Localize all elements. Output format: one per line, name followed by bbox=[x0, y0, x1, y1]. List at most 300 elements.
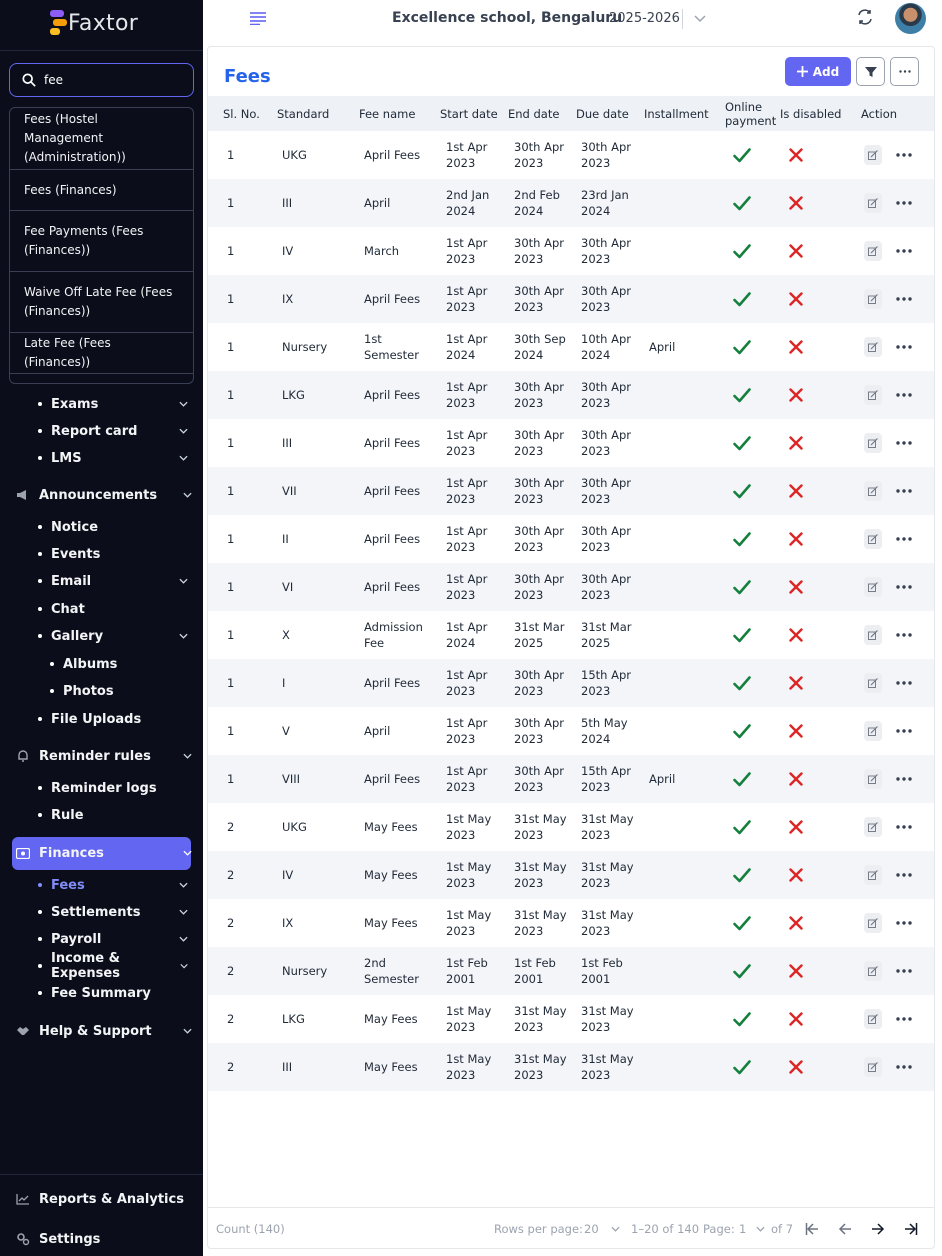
more-actions-icon[interactable] bbox=[896, 515, 912, 563]
cell-fee-name: May Fees bbox=[364, 868, 418, 882]
more-actions-icon[interactable] bbox=[896, 947, 912, 995]
cell-start-date: 1st Feb 2001 bbox=[446, 956, 488, 986]
search-result-item[interactable]: Waive Off Late Fee (Fees (Finances)) bbox=[10, 272, 193, 333]
cell-end-date: 30th Apr 2023 bbox=[514, 524, 564, 554]
cell-fee-name: April bbox=[364, 196, 391, 210]
chevron-down-icon bbox=[179, 401, 188, 407]
chevron-down-icon bbox=[179, 578, 188, 584]
cell-fee-name: April Fees bbox=[364, 436, 421, 450]
more-actions-icon[interactable] bbox=[896, 563, 912, 611]
cell-start-date: 1st May 2023 bbox=[446, 1004, 492, 1034]
edit-icon[interactable] bbox=[864, 433, 882, 453]
cell-sl-no: 2 bbox=[227, 820, 235, 834]
nav-settlements[interactable] bbox=[38, 904, 188, 920]
cell-standard: VIII bbox=[282, 772, 301, 786]
cell-installment bbox=[649, 227, 719, 275]
rows-per-page-select[interactable]: 20 bbox=[584, 1222, 599, 1236]
cell-start-date: 1st May 2023 bbox=[446, 860, 492, 890]
disabled-cross-icon bbox=[789, 611, 803, 659]
cell-start-date: 1st Apr 2023 bbox=[446, 476, 488, 506]
edit-icon[interactable] bbox=[864, 337, 882, 357]
table-row[interactable] bbox=[208, 515, 934, 563]
cell-standard: LKG bbox=[282, 1012, 305, 1026]
cell-start-date: 1st Apr 2023 bbox=[446, 380, 488, 410]
cell-fee-name: April Fees bbox=[364, 292, 421, 306]
nav-label: File Uploads bbox=[51, 711, 142, 727]
chevron-down-icon bbox=[183, 492, 192, 498]
nav-label: LMS bbox=[51, 450, 82, 466]
online-payment-check-icon bbox=[733, 515, 751, 563]
cell-fee-name: 2nd Semester bbox=[364, 956, 419, 986]
edit-icon[interactable] bbox=[864, 529, 882, 549]
more-actions-icon[interactable] bbox=[896, 899, 912, 947]
nav-fees[interactable] bbox=[38, 877, 188, 893]
year-divider bbox=[682, 9, 683, 29]
chevron-down-icon bbox=[183, 753, 192, 759]
more-actions-icon[interactable] bbox=[896, 419, 912, 467]
online-payment-check-icon bbox=[733, 899, 751, 947]
edit-icon[interactable] bbox=[864, 577, 882, 597]
disabled-cross-icon bbox=[789, 419, 803, 467]
cell-end-date: 30th Apr 2023 bbox=[514, 764, 564, 794]
cell-end-date: 31st May 2023 bbox=[514, 1004, 567, 1034]
more-actions-icon[interactable] bbox=[896, 323, 912, 371]
disabled-cross-icon bbox=[789, 323, 803, 371]
search-result-item[interactable]: Fees (Hostel Management (Administration)) bbox=[10, 108, 193, 170]
online-payment-check-icon bbox=[733, 851, 751, 899]
table-row[interactable] bbox=[208, 563, 934, 611]
cell-fee-name: April Fees bbox=[364, 532, 421, 546]
page-range: 1–20 of 140 bbox=[631, 1222, 700, 1236]
nav-events[interactable] bbox=[38, 546, 188, 562]
disabled-cross-icon bbox=[789, 371, 803, 419]
cell-end-date: 30th Apr 2023 bbox=[514, 668, 564, 698]
cell-sl-no: 1 bbox=[227, 436, 235, 450]
disabled-cross-icon bbox=[789, 995, 803, 1043]
more-actions-icon[interactable] bbox=[896, 1043, 912, 1091]
cell-standard: LKG bbox=[282, 388, 305, 402]
nav-finances[interactable] bbox=[16, 845, 192, 861]
edit-icon[interactable] bbox=[864, 193, 882, 213]
last-page-icon[interactable] bbox=[904, 1222, 918, 1236]
nav-label: Exams bbox=[51, 396, 99, 412]
cell-fee-name: May Fees bbox=[364, 820, 418, 834]
more-actions-icon[interactable] bbox=[896, 611, 912, 659]
online-payment-check-icon bbox=[733, 179, 751, 227]
school-name[interactable]: Excellence school, Bengaluru bbox=[392, 10, 623, 26]
edit-icon[interactable] bbox=[864, 385, 882, 405]
cell-start-date: 1st Apr 2023 bbox=[446, 716, 488, 746]
online-payment-check-icon bbox=[733, 659, 751, 707]
cell-fee-name: April Fees bbox=[364, 484, 421, 498]
disabled-cross-icon bbox=[789, 851, 803, 899]
cell-installment bbox=[649, 947, 719, 995]
edit-icon[interactable] bbox=[864, 769, 882, 789]
cell-standard: V bbox=[282, 724, 290, 738]
cell-due-date: 31st May 2023 bbox=[581, 908, 634, 938]
table-row[interactable] bbox=[208, 323, 934, 371]
cell-sl-no: 2 bbox=[227, 964, 235, 978]
search-result-item[interactable]: Fee Payments (Fees (Finances)) bbox=[10, 211, 193, 272]
column-header: Action bbox=[861, 106, 898, 121]
chevron-down-icon bbox=[183, 1028, 192, 1034]
column-header[interactable]: Start date bbox=[440, 106, 498, 121]
chevron-down-icon bbox=[179, 455, 188, 461]
column-header[interactable]: End date bbox=[508, 106, 560, 121]
disabled-cross-icon bbox=[789, 179, 803, 227]
table-row[interactable] bbox=[208, 707, 934, 755]
nav-label: Payroll bbox=[51, 931, 102, 947]
disabled-cross-icon bbox=[789, 803, 803, 851]
nav-email[interactable] bbox=[38, 573, 188, 589]
online-payment-check-icon bbox=[733, 419, 751, 467]
nav-albums[interactable] bbox=[50, 656, 180, 672]
nav-reminder-rules[interactable] bbox=[16, 748, 192, 764]
online-payment-check-icon bbox=[733, 275, 751, 323]
nav-label: Email bbox=[51, 573, 92, 589]
more-actions-icon[interactable] bbox=[896, 995, 912, 1043]
cell-installment bbox=[649, 179, 719, 227]
plus-icon bbox=[797, 66, 808, 77]
column-header[interactable]: Sl. No. bbox=[223, 106, 260, 121]
cell-fee-name: May Fees bbox=[364, 1012, 418, 1026]
cell-standard: Nursery bbox=[282, 964, 328, 978]
avatar[interactable] bbox=[895, 3, 926, 34]
cell-fee-name: March bbox=[364, 244, 400, 258]
edit-icon[interactable] bbox=[864, 481, 882, 501]
cell-sl-no: 1 bbox=[227, 628, 235, 642]
academic-year[interactable]: 2025-2026 bbox=[609, 11, 680, 26]
cell-due-date: 31st May 2023 bbox=[581, 860, 634, 890]
more-actions-icon[interactable] bbox=[896, 467, 912, 515]
table-row[interactable] bbox=[208, 995, 934, 1043]
cell-sl-no: 1 bbox=[227, 148, 235, 162]
edit-icon[interactable] bbox=[864, 145, 882, 165]
table-row[interactable] bbox=[208, 275, 934, 323]
cell-fee-name: May Fees bbox=[364, 1060, 418, 1074]
switch-arrows-icon[interactable] bbox=[857, 9, 873, 25]
column-header[interactable]: Online payment bbox=[725, 99, 777, 128]
more-actions-icon[interactable] bbox=[896, 659, 912, 707]
cell-sl-no: 1 bbox=[227, 532, 235, 546]
nav-label: Reminder logs bbox=[51, 780, 157, 796]
cell-fee-name: April Fees bbox=[364, 772, 421, 786]
sidebar-search[interactable] bbox=[9, 63, 194, 97]
table-row[interactable] bbox=[208, 803, 934, 851]
cell-standard: X bbox=[282, 628, 290, 642]
cell-installment bbox=[649, 467, 719, 515]
cell-fee-name: April Fees bbox=[364, 676, 421, 690]
cell-due-date: 30th Apr 2023 bbox=[581, 284, 631, 314]
cell-fee-name: April Fees bbox=[364, 388, 421, 402]
edit-icon[interactable] bbox=[864, 673, 882, 693]
nav-notice[interactable] bbox=[38, 519, 188, 535]
nav-label: Fee Summary bbox=[51, 985, 151, 1001]
cell-due-date: 5th May 2024 bbox=[581, 716, 628, 746]
cell-due-date: 30th Apr 2023 bbox=[581, 380, 631, 410]
sidebar-divider bbox=[0, 50, 203, 51]
cell-installment bbox=[649, 515, 719, 563]
disabled-cross-icon bbox=[789, 227, 803, 275]
nav-reminder-logs[interactable] bbox=[38, 780, 188, 796]
cell-end-date: 1st Feb 2001 bbox=[514, 956, 556, 986]
edit-icon[interactable] bbox=[864, 913, 882, 933]
more-actions-icon[interactable] bbox=[896, 803, 912, 851]
nav-lms[interactable] bbox=[38, 450, 188, 466]
cell-standard: IV bbox=[282, 868, 294, 882]
cell-start-date: 1st Apr 2023 bbox=[446, 140, 488, 170]
online-payment-check-icon bbox=[733, 563, 751, 611]
filter-icon bbox=[865, 66, 877, 78]
table-row[interactable] bbox=[208, 755, 934, 803]
more-horizontal-icon bbox=[899, 70, 911, 73]
nav-chat[interactable] bbox=[38, 601, 188, 617]
nav-help-support[interactable] bbox=[16, 1023, 192, 1039]
cell-sl-no: 1 bbox=[227, 676, 235, 690]
column-header[interactable]: Installment bbox=[644, 106, 709, 121]
online-payment-check-icon bbox=[733, 755, 751, 803]
online-payment-check-icon bbox=[733, 131, 751, 179]
more-options-button[interactable] bbox=[890, 57, 919, 86]
cell-fee-name: Admission Fee bbox=[364, 620, 423, 650]
more-actions-icon[interactable] bbox=[896, 371, 912, 419]
megaphone-icon bbox=[16, 489, 30, 501]
column-header[interactable]: Fee name bbox=[359, 106, 416, 121]
more-actions-icon[interactable] bbox=[896, 275, 912, 323]
prev-page-icon[interactable] bbox=[838, 1222, 852, 1236]
top-header bbox=[203, 0, 942, 40]
nav-file-uploads[interactable] bbox=[38, 711, 188, 727]
online-payment-check-icon bbox=[733, 371, 751, 419]
cell-standard: Nursery bbox=[282, 340, 328, 354]
online-payment-check-icon bbox=[733, 803, 751, 851]
nav-label: Rule bbox=[51, 807, 84, 823]
cell-fee-name: May Fees bbox=[364, 916, 418, 930]
disabled-cross-icon bbox=[789, 131, 803, 179]
nav-reports-analytics[interactable] bbox=[16, 1191, 192, 1207]
cell-installment bbox=[649, 419, 719, 467]
cell-sl-no: 1 bbox=[227, 388, 235, 402]
cell-end-date: 30th Apr 2023 bbox=[514, 236, 564, 266]
nav-payroll[interactable] bbox=[38, 931, 188, 947]
cell-start-date: 1st Apr 2023 bbox=[446, 524, 488, 554]
nav-fee-summary[interactable] bbox=[38, 985, 188, 1001]
more-actions-icon[interactable] bbox=[896, 707, 912, 755]
cell-sl-no: 1 bbox=[227, 244, 235, 258]
cell-installment bbox=[649, 659, 719, 707]
edit-icon[interactable] bbox=[864, 817, 882, 837]
more-actions-icon[interactable] bbox=[896, 179, 912, 227]
cell-start-date: 1st Apr 2023 bbox=[446, 572, 488, 602]
first-page-icon[interactable] bbox=[805, 1222, 819, 1236]
disabled-cross-icon bbox=[789, 275, 803, 323]
cell-installment bbox=[649, 611, 719, 659]
nav-rule[interactable] bbox=[38, 807, 188, 823]
cell-installment: April bbox=[649, 340, 676, 354]
chevron-down-icon bbox=[179, 936, 188, 942]
nav-settings[interactable] bbox=[16, 1231, 192, 1247]
cell-due-date: 31st May 2023 bbox=[581, 812, 634, 842]
nav-exams[interactable] bbox=[38, 396, 188, 412]
cell-fee-name: April bbox=[364, 724, 391, 738]
nav-income-expenses[interactable] bbox=[38, 951, 188, 981]
add-fee-button[interactable] bbox=[785, 57, 851, 86]
cell-sl-no: 1 bbox=[227, 484, 235, 498]
cell-start-date: 1st Apr 2024 bbox=[446, 620, 488, 650]
table-row[interactable] bbox=[208, 611, 934, 659]
search-input[interactable] bbox=[44, 73, 174, 87]
filter-button[interactable] bbox=[856, 57, 885, 86]
cell-standard: II bbox=[282, 532, 289, 546]
handshake-icon bbox=[16, 1025, 30, 1037]
cell-due-date: 30th Apr 2023 bbox=[581, 476, 631, 506]
online-payment-check-icon bbox=[733, 467, 751, 515]
nav-label: Fees bbox=[51, 877, 85, 893]
nav-photos[interactable] bbox=[50, 683, 180, 699]
chevron-down-icon bbox=[180, 963, 188, 969]
online-payment-check-icon bbox=[733, 707, 751, 755]
disabled-cross-icon bbox=[789, 899, 803, 947]
column-header[interactable]: Standard bbox=[277, 106, 330, 121]
cell-standard: IX bbox=[282, 916, 294, 930]
cell-end-date: 30th Apr 2023 bbox=[514, 380, 564, 410]
app-name: Faxtor bbox=[68, 10, 139, 36]
chevron-down-icon[interactable] bbox=[611, 1226, 620, 1232]
cell-due-date: 31st May 2023 bbox=[581, 1052, 634, 1082]
cell-end-date: 30th Sep 2024 bbox=[514, 332, 566, 362]
cell-standard: UKG bbox=[282, 148, 307, 162]
money-icon bbox=[16, 848, 30, 859]
fees-card bbox=[207, 46, 935, 1249]
nav-label: Announcements bbox=[39, 487, 158, 503]
disabled-cross-icon bbox=[789, 515, 803, 563]
cell-end-date: 30th Apr 2023 bbox=[514, 572, 564, 602]
edit-icon[interactable] bbox=[864, 721, 882, 741]
bell-icon bbox=[16, 749, 30, 763]
chevron-down-icon bbox=[183, 850, 192, 856]
nav-label: Events bbox=[51, 546, 101, 562]
app-logo[interactable] bbox=[50, 10, 138, 36]
more-actions-icon[interactable] bbox=[896, 227, 912, 275]
cell-installment bbox=[649, 707, 719, 755]
cell-sl-no: 1 bbox=[227, 196, 235, 210]
nav-gallery[interactable] bbox=[38, 628, 188, 644]
nav-report-card[interactable] bbox=[38, 423, 188, 439]
cell-installment: April bbox=[649, 772, 676, 786]
table-row[interactable] bbox=[208, 1043, 934, 1091]
cell-end-date: 31st May 2023 bbox=[514, 860, 567, 890]
edit-icon[interactable] bbox=[864, 961, 882, 981]
table-row[interactable] bbox=[208, 179, 934, 227]
more-actions-icon[interactable] bbox=[896, 851, 912, 899]
cell-due-date: 15th Apr 2023 bbox=[581, 764, 631, 794]
cell-due-date: 30th Apr 2023 bbox=[581, 236, 631, 266]
table-row[interactable] bbox=[208, 467, 934, 515]
column-header[interactable]: Is disabled bbox=[780, 106, 842, 121]
chevron-down-icon bbox=[179, 428, 188, 434]
table-row[interactable] bbox=[208, 659, 934, 707]
table-row[interactable] bbox=[208, 131, 934, 179]
search-result-item[interactable]: Late Fee (Fees (Finances)) bbox=[10, 333, 193, 374]
cell-standard: III bbox=[282, 436, 293, 450]
cell-installment bbox=[649, 803, 719, 851]
chevron-down-icon bbox=[179, 909, 188, 915]
online-payment-check-icon bbox=[733, 323, 751, 371]
chevron-down-icon bbox=[179, 633, 188, 639]
nav-label: Notice bbox=[51, 519, 99, 535]
cell-start-date: 1st May 2023 bbox=[446, 1052, 492, 1082]
cell-installment bbox=[649, 1043, 719, 1091]
nav-label: Photos bbox=[63, 683, 114, 699]
table-row[interactable] bbox=[208, 899, 934, 947]
table-row[interactable] bbox=[208, 371, 934, 419]
cell-due-date: 30th Apr 2023 bbox=[581, 140, 631, 170]
nav-label: Report card bbox=[51, 423, 138, 439]
cell-due-date: 31st May 2023 bbox=[581, 1004, 634, 1034]
menu-lines-icon[interactable] bbox=[250, 12, 266, 25]
next-page-icon[interactable] bbox=[871, 1222, 885, 1236]
cell-sl-no: 2 bbox=[227, 1060, 235, 1074]
table-row[interactable] bbox=[208, 419, 934, 467]
chevron-down-icon[interactable] bbox=[756, 1226, 765, 1232]
cell-start-date: 1st Apr 2023 bbox=[446, 284, 488, 314]
cell-sl-no: 1 bbox=[227, 340, 235, 354]
cell-fee-name: April Fees bbox=[364, 580, 421, 594]
edit-icon[interactable] bbox=[864, 241, 882, 261]
more-actions-icon[interactable] bbox=[896, 755, 912, 803]
chevron-down-icon[interactable] bbox=[694, 15, 706, 23]
edit-icon[interactable] bbox=[864, 289, 882, 309]
cell-fee-name: 1st Semester bbox=[364, 332, 419, 362]
table-row[interactable] bbox=[208, 227, 934, 275]
edit-icon[interactable] bbox=[864, 865, 882, 885]
sidebar-divider bbox=[0, 1174, 203, 1175]
cell-standard: III bbox=[282, 196, 293, 210]
cell-end-date: 31st May 2023 bbox=[514, 908, 567, 938]
disabled-cross-icon bbox=[789, 755, 803, 803]
table-row[interactable] bbox=[208, 947, 934, 995]
edit-icon[interactable] bbox=[864, 1009, 882, 1029]
table-row[interactable] bbox=[208, 851, 934, 899]
cell-installment bbox=[649, 275, 719, 323]
nav-label: Reminder rules bbox=[39, 748, 151, 764]
row-count: Count (140) bbox=[216, 1222, 285, 1236]
cell-end-date: 30th Apr 2023 bbox=[514, 476, 564, 506]
add-button-label: Add bbox=[812, 64, 840, 79]
nav-announcements[interactable] bbox=[16, 487, 192, 503]
sidebar bbox=[0, 0, 203, 1256]
column-header[interactable]: Due date bbox=[576, 106, 629, 121]
online-payment-check-icon bbox=[733, 947, 751, 995]
more-actions-icon[interactable] bbox=[896, 131, 912, 179]
cell-installment bbox=[649, 995, 719, 1043]
edit-icon[interactable] bbox=[864, 1057, 882, 1077]
nav-label: Settlements bbox=[51, 904, 141, 920]
search-result-item[interactable]: Fees (Finances) bbox=[10, 170, 193, 211]
disabled-cross-icon bbox=[789, 947, 803, 995]
page-total: of 7 bbox=[771, 1222, 794, 1236]
cell-installment bbox=[649, 131, 719, 179]
online-payment-check-icon bbox=[733, 611, 751, 659]
cell-start-date: 1st May 2023 bbox=[446, 908, 492, 938]
cell-due-date: 10th Apr 2024 bbox=[581, 332, 631, 362]
cell-end-date: 31st May 2023 bbox=[514, 1052, 567, 1082]
chart-line-icon bbox=[16, 1193, 30, 1205]
edit-icon[interactable] bbox=[864, 625, 882, 645]
chevron-down-icon bbox=[179, 882, 188, 888]
page-select[interactable]: 1 bbox=[739, 1222, 747, 1236]
cell-fee-name: April Fees bbox=[364, 148, 421, 162]
